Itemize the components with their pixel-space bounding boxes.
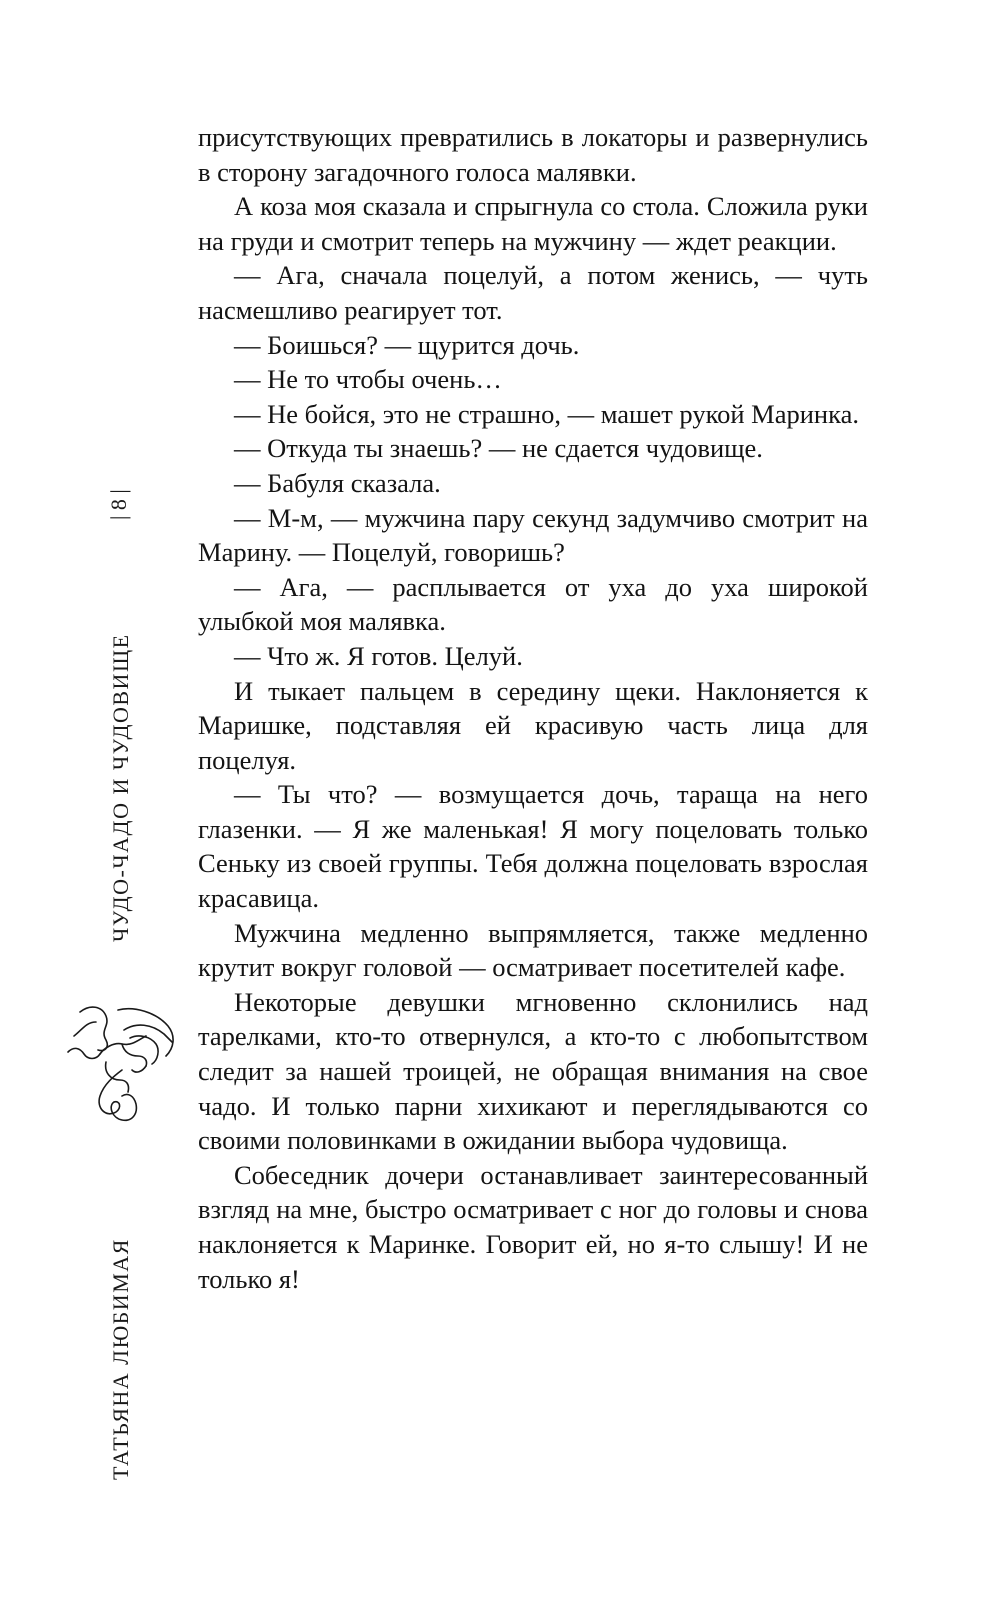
paragraph: — Не то чтобы очень… <box>234 364 502 395</box>
paragraph: — Откуда ты знаешь? — не сдается чудовище. <box>234 433 763 464</box>
paragraph: И тыкает пальцем в середину щеки. Наклоняется к Маришке, подставляя ей красивую часть лица для поцелуя. <box>198 675 868 775</box>
main-text <box>198 120 868 1296</box>
paragraph: — Ты что? — возмущается дочь, тараща на него глазенки. — Я же маленькая! Я могу поцеловать только Сеньку из своей группы. Тебя должна поцеловать взрослая красавица. <box>198 779 868 914</box>
running-title-book: ЧУДО-ЧАДО И ЧУДОВИЩЕ <box>108 633 133 942</box>
paragraph: Мужчина медленно выпрямляется, также медленно крутит вокруг головой — осматривает посетителей кафе. <box>198 917 868 983</box>
couple-line-art-icon <box>60 1000 188 1128</box>
paragraph: Собеседник дочери останавливает заинтересованный взгляд на мне, быстро осматривает с ног до головы и снова наклоняется к Маринке. Говорит ей, но я-то слышу! И не только я! <box>198 1159 868 1294</box>
paragraph: присутствующих превратились в локаторы и развернулись в сторону загадочного голоса малявки. <box>198 122 868 187</box>
paragraph: — М-м, — мужчина пару секунд задумчиво смотрит на Марину. — Поцелуй, говоришь? <box>198 502 868 568</box>
paragraph: А коза моя сказала и спрыгнула со стола. Сложила руки на груди и смотрит теперь на мужчину — ждет реакции. <box>198 191 868 256</box>
paragraph: — Бабуля сказала. <box>234 467 441 498</box>
paragraph: — Ага, сначала поцелуй, а потом женись, — чуть насмешливо реагирует тот. <box>198 260 868 325</box>
page-number: | 8 | <box>106 489 131 520</box>
paragraph: — Что ж. Я готов. Целуй. <box>234 640 523 671</box>
paragraph: — Не бойся, это не страшно, — машет рукой Маринка. <box>234 398 859 429</box>
running-title-author: ТАТЬЯНА ЛЮБИМАЯ <box>108 1238 133 1480</box>
paragraph: — Ага, — расплывается от уха до уха широкой улыбкой моя малявка. <box>198 571 868 637</box>
paragraph: Некоторые девушки мгновенно склонились над тарелками, кто-то отвернулся, а кто-то с любопытством следит за нашей троицей, не обращая внимания на свое чадо. И только парни хихикают и переглядываются со своими половинками в ожидании выбора чудовища. <box>198 986 868 1156</box>
paragraph: — Боишься? — щурится дочь. <box>234 329 580 360</box>
